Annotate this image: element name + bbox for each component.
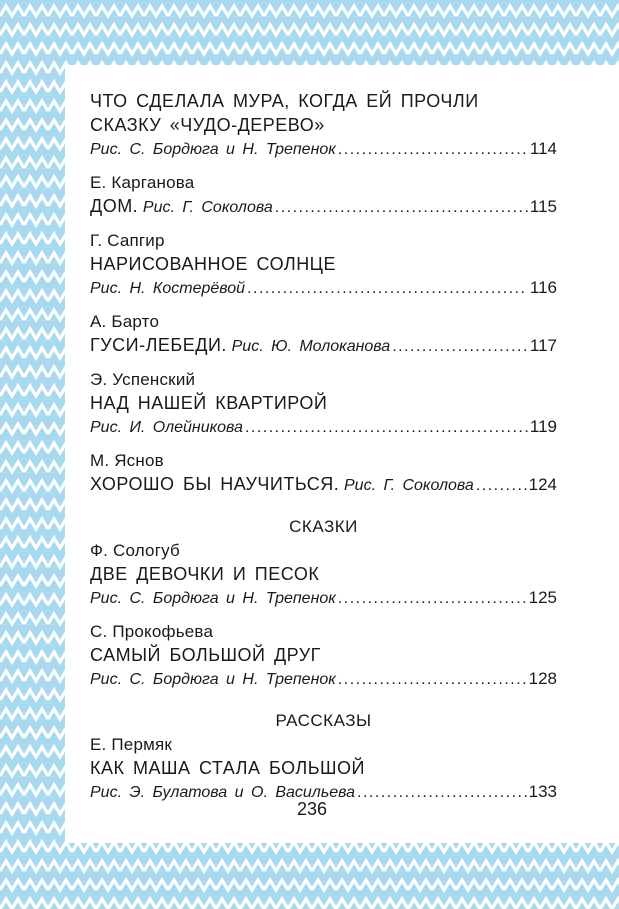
toc-illustrator: Рис. С. Бордюга и Н. Трепенок <box>90 671 336 688</box>
toc-illustrator: Рис. С. Бордюга и Н. Трепенок <box>90 590 336 607</box>
toc-title-line: НАД НАШЕЙ КВАРТИРОЙ <box>90 393 328 413</box>
toc-title-line: ДВЕ ДЕВОЧКИ И ПЕСОК <box>90 564 320 584</box>
toc-title-line: КАК МАША СТАЛА БОЛЬШОЙ <box>90 758 365 778</box>
toc-group-fairy-tales <box>90 540 557 692</box>
toc-leader-line <box>90 137 557 162</box>
toc-illustrator: Рис. Э. Булатова и О. Васильева <box>90 784 356 801</box>
toc-lead-text <box>90 586 336 611</box>
toc-dot-leader <box>476 474 527 498</box>
section-heading-fairy-tales: СКАЗКИ <box>289 517 358 536</box>
toc-lead-text <box>90 333 390 359</box>
toc-lead-text <box>90 276 245 301</box>
toc-author: А. Барто <box>90 312 160 331</box>
toc-title-line: САМЫЙ БОЛЬШОЙ ДРУГ <box>90 645 321 665</box>
toc-illustrator: Рис. Г. Соколова <box>142 199 273 216</box>
toc-leader-line <box>90 276 557 301</box>
toc-entry <box>90 230 557 301</box>
toc-leader-line <box>90 333 557 359</box>
toc-leader-line <box>90 667 557 692</box>
toc-title-line: ЧТО СДЕЛАЛА МУРА, КОГДА ЕЙ ПРОЧЛИ <box>90 91 479 111</box>
toc-dot-leader <box>245 416 528 440</box>
book-page <box>65 65 619 843</box>
toc-author: Е. Пермяк <box>90 735 173 754</box>
toc-title-line: СКАЗКУ «ЧУДО-ДЕРЕВО» <box>90 115 325 135</box>
toc-page-number: 133 <box>528 782 557 801</box>
toc-dot-leader <box>392 335 528 359</box>
toc-page-number: 117 <box>529 336 557 355</box>
toc-illustrator: Рис. Н. Костерёвой <box>90 280 246 297</box>
toc-author: М. Яснов <box>90 451 164 470</box>
toc-entry <box>90 311 557 359</box>
toc-illustrator: Рис. С. Бордюга и Н. Трепенок <box>90 141 336 158</box>
toc-entry <box>90 369 557 440</box>
toc-author: Г. Сапгир <box>90 231 165 250</box>
toc-leader-line <box>90 586 557 611</box>
toc-dot-leader <box>247 277 528 301</box>
toc-group-stories <box>90 734 557 805</box>
toc-dot-leader <box>275 196 528 220</box>
toc-entry <box>90 172 557 220</box>
toc-entry <box>90 450 557 498</box>
toc-dot-leader <box>338 138 528 162</box>
toc-page-number: 116 <box>529 278 557 297</box>
toc-lead-text <box>90 472 474 498</box>
toc-leader-line <box>90 194 557 220</box>
toc-author: Ф. Сологуб <box>90 541 180 560</box>
toc-title: ГУСИ-ЛЕБЕДИ. <box>90 335 227 355</box>
table-of-contents <box>90 89 557 815</box>
page-number: 236 <box>296 799 328 819</box>
toc-page-number: 119 <box>529 417 557 436</box>
toc-title: ДОМ. <box>90 196 139 216</box>
toc-dot-leader <box>338 668 527 692</box>
toc-group-poems <box>90 89 557 498</box>
toc-illustrator: Рис. Ю. Молоканова <box>231 338 391 355</box>
section-heading-stories: РАССКАЗЫ <box>275 711 372 730</box>
toc-author: С. Прокофьева <box>90 622 214 641</box>
toc-illustrator: Рис. Г. Соколова <box>344 477 474 494</box>
toc-page-number: 125 <box>528 588 557 607</box>
toc-entry <box>90 540 557 611</box>
toc-author: Е. Карганова <box>90 173 195 192</box>
toc-author: Э. Успенский <box>90 370 196 389</box>
toc-dot-leader <box>338 587 527 611</box>
toc-page-number: 124 <box>528 475 557 494</box>
toc-leader-line <box>90 415 557 440</box>
toc-lead-text <box>90 667 336 692</box>
toc-entry <box>90 734 557 805</box>
toc-title-line: НАРИСОВАННОЕ СОЛНЦЕ <box>90 254 337 274</box>
toc-leader-line <box>90 472 557 498</box>
toc-page-number: 128 <box>528 669 557 688</box>
toc-lead-text <box>90 194 273 220</box>
toc-entry <box>90 89 557 162</box>
toc-title: ХОРОШО БЫ НАУЧИТЬСЯ. <box>90 474 340 494</box>
toc-lead-text <box>90 137 336 162</box>
toc-lead-text <box>90 415 243 440</box>
toc-entry <box>90 621 557 692</box>
toc-page-number: 114 <box>529 139 557 158</box>
toc-page-number: 115 <box>529 197 557 216</box>
toc-illustrator: Рис. И. Олейникова <box>90 419 243 436</box>
